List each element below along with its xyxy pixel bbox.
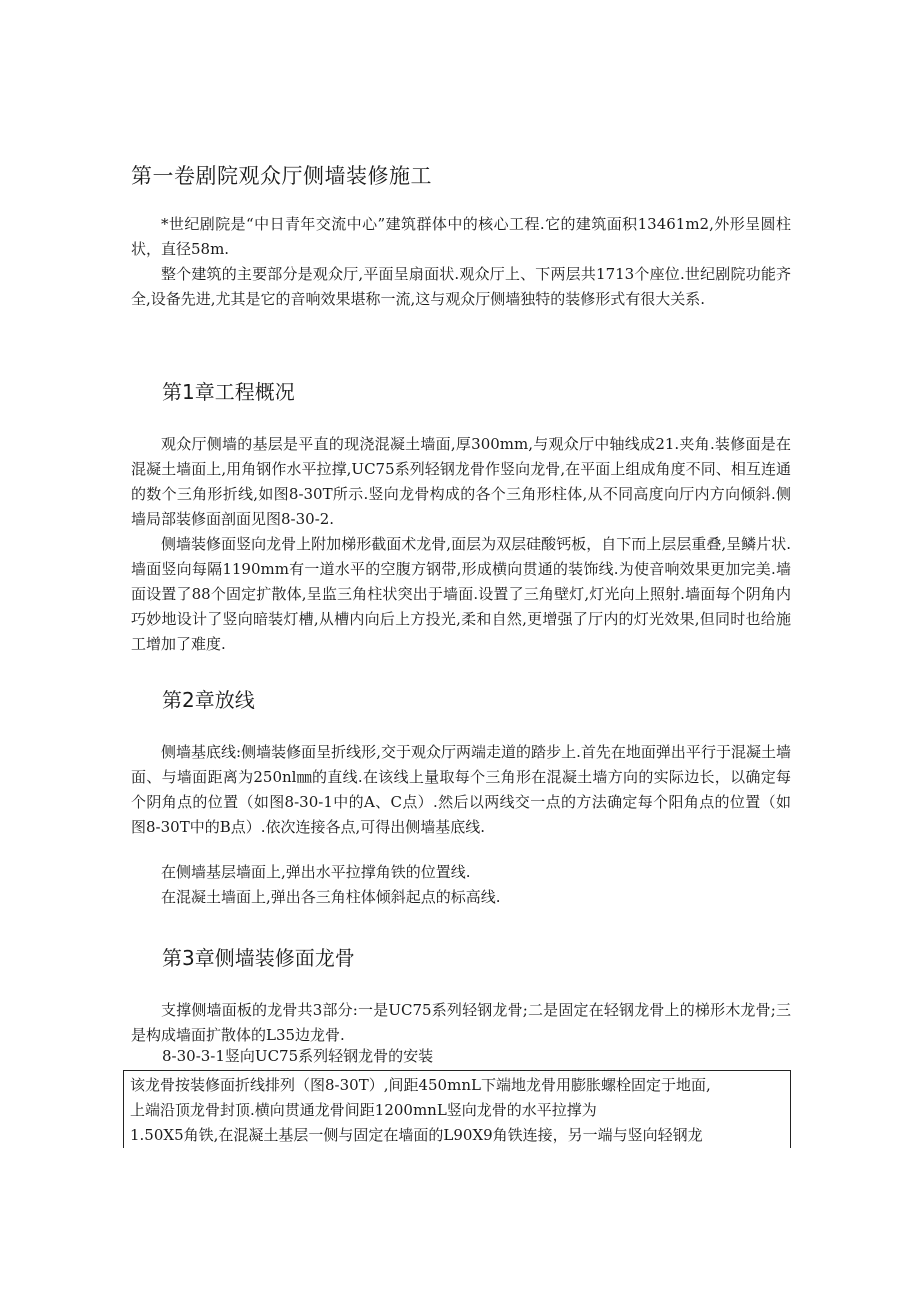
chapter-1-paragraph-1: 观众厅侧墙的基层是平直的现浇混凝土墙面,厚300mm,与观众厅中轴线成21.夹角.装修面是在混凝土墙面上,用角钢作水平拉撑,UC75系列轻钢龙骨作竖向龙骨,在平面上组成角度不同、相互连通的数个三角形折线,如图8-30T所示.竖向龙骨构成的各个三角形柱体,从不同高度向厅内方向倾斜.侧墙局部装修面剖面见图8-30-2. (131, 435, 791, 528)
boxed-text-block (123, 1070, 791, 1148)
chapter-3-heading: 第3章侧墙装修面龙骨 (162, 946, 355, 970)
document-title: 第一卷剧院观众厅侧墙装修施工 (131, 164, 432, 188)
boxed-line: 上端沿顶龙骨封顶.横向贯通龙骨间距1200mnL竖向龙骨的水平拉撑为 (130, 1101, 597, 1119)
chapter-1-heading: 第1章工程概况 (162, 380, 295, 404)
chapter-1-paragraph-2: 侧墙装修面竖向龙骨上附加梯形截面术龙骨,面层为双层硅酸钙板，自下而上层层重叠,呈鳞片状.墙面竖向每隔1190mm有一道水平的空腹方钢带,形成横向贯通的装饰线.为使音响效果更加完美.墙面设置了88个固定扩散体,呈监三角柱状突出于墙面.设置了三角壁灯,灯光向上照射.墙面每个阴角内巧妙地设计了竖向暗装灯槽,从槽内向后上方投光,柔和自然,更增强了厅内的灯光效果,但同时也给施工增加了难度. (131, 535, 791, 653)
intro-paragraph-2: 整个建筑的主要部分是观众厅,平面呈扇面状.观众厅上、下两层共1713个座位.世纪剧院功能齐全,设备先进,尤其是它的音响效果堪称一流,这与观众厅侧墙独特的装修形式有很大关系. (131, 265, 791, 308)
chapter-3-subheading: 8-30-3-1竖向UC75系列轻钢龙骨的安装 (162, 1047, 434, 1065)
chapter-3-paragraph-1: 支撑侧墙面板的龙骨共3部分:一是UC75系列轻钢龙骨;二是固定在轻钢龙骨上的梯形木龙骨;三是构成墙面扩散体的L35边龙骨. (131, 1001, 791, 1044)
boxed-line: 1.50X5角铁,在混凝土基层一侧与固定在墙面的L90X9角铁连接，另一端与竖向轻钢龙 (130, 1126, 703, 1144)
chapter-2-paragraph-1: 侧墙基底线:侧墙装修面呈折线形,交于观众厅两端走道的踏步上.首先在地面弹出平行于混凝土墙面、与墙面距离为250nl㎜的直线.在该线上量取每个三角形在混凝土墙方向的实际边长，以确定每个阴角点的位置（如图8-30-1中的A、C点）.然后以两线交一点的方法确定每个阳角点的位置（如图8-30T中的B点）.依次连接各点,可得出侧墙基底线. (131, 743, 791, 836)
boxed-line: 该龙骨按装修面折线排列（图8-30T）,间距450mnL下端地龙骨用膨胀螺栓固定于地面, (130, 1076, 711, 1094)
intro-paragraph-1: *世纪剧院是“中日青年交流中心”建筑群体中的核心工程.它的建筑面积13461m2,外形呈圆柱状，直径58m. (131, 215, 791, 258)
chapter-2-paragraph-3: 在混凝土墙面上,弹出各三角柱体倾斜起点的标高线. (161, 888, 501, 906)
chapter-2-heading: 第2章放线 (162, 688, 255, 712)
chapter-2-paragraph-2: 在侧墙基层墙面上,弹出水平拉撑角铁的位置线. (161, 863, 471, 881)
